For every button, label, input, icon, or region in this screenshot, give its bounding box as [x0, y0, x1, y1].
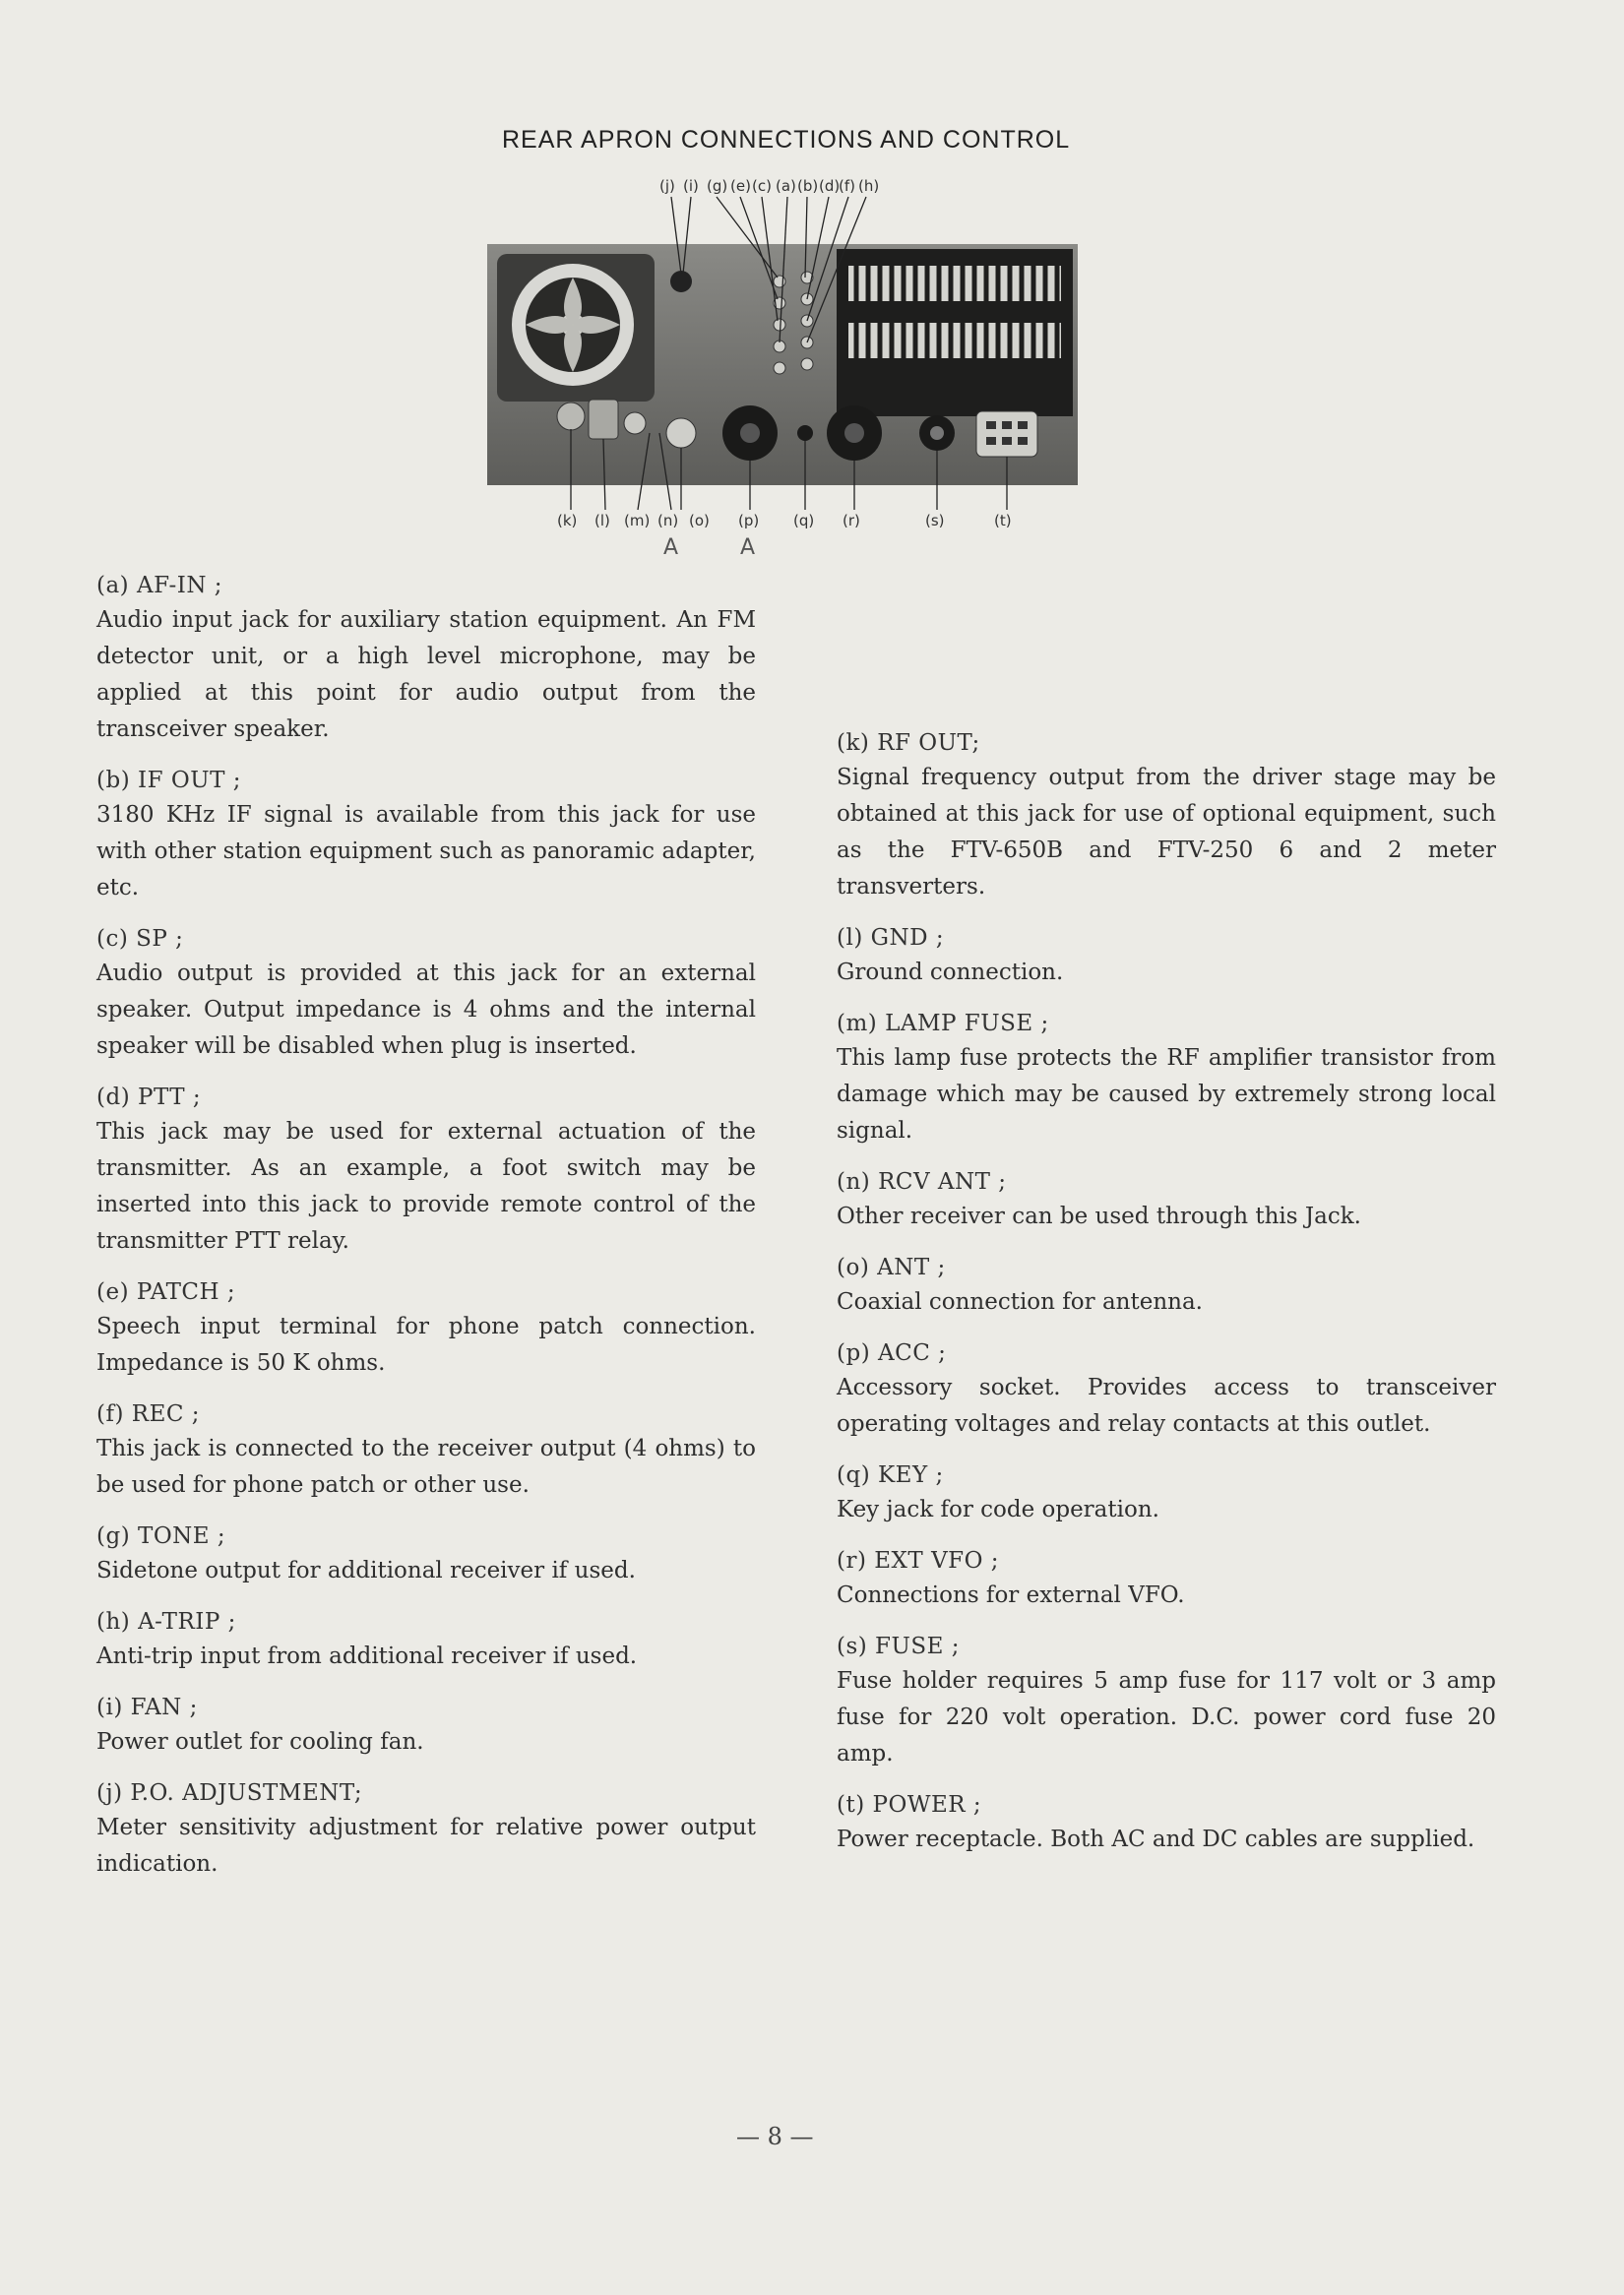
item-if-out: [96, 764, 756, 906]
item-body: This jack is connected to the receiver output (4 ohms) to be used for phone patch or other use.: [96, 1436, 756, 1498]
item-a-trip: [96, 1605, 756, 1675]
label-d: (d): [819, 177, 841, 195]
label-n: (n): [657, 512, 679, 529]
item-heading: (s) FUSE ;: [837, 1634, 961, 1659]
item-rcv-ant: [837, 1165, 1496, 1235]
label-k: (k): [557, 512, 578, 529]
item-fuse: [837, 1630, 1496, 1772]
item-af-in: [96, 569, 756, 748]
item-ext-vfo: [837, 1544, 1496, 1614]
item-heading: (h) A-TRIP ;: [96, 1609, 236, 1635]
item-ptt: [96, 1081, 756, 1260]
item-body: Ground connection.: [837, 960, 1064, 985]
item-key: [837, 1458, 1496, 1528]
item-patch: [96, 1275, 756, 1382]
item-body: This lamp fuse protects the RF amplifier transistor from damage which may be caused by extremely strong local signal.: [837, 1045, 1496, 1144]
item-body: Key jack for code operation.: [837, 1497, 1159, 1522]
label-b: (b): [797, 177, 819, 195]
item-body: Audio input jack for auxiliary station equipment. An FM detector unit, or a high level microphone, may be applied at this point for audio output from the transceiver speaker.: [96, 607, 756, 742]
item-rf-out: [837, 726, 1496, 905]
item-heading: (b) IF OUT ;: [96, 768, 241, 793]
page-number: — 8 —: [736, 2123, 814, 2150]
label-m: (m): [624, 512, 651, 529]
item-body: Other receiver can be used through this Jack.: [837, 1204, 1361, 1229]
handwritten-mark: A: [740, 535, 756, 560]
item-heading: (a) AF-IN ;: [96, 573, 223, 598]
item-rec: [96, 1397, 756, 1504]
item-heading: (n) RCV ANT ;: [837, 1169, 1007, 1195]
item-body: Speech input terminal for phone patch connection. Impedance is 50 K ohms.: [96, 1314, 756, 1376]
item-heading: (i) FAN ;: [96, 1695, 198, 1720]
item-body: Anti-trip input from additional receiver if used.: [96, 1644, 638, 1669]
item-ant: [837, 1251, 1496, 1321]
label-p: (p): [738, 512, 760, 529]
item-acc: [837, 1336, 1496, 1443]
item-heading: (f) REC ;: [96, 1401, 201, 1427]
item-heading: (q) KEY ;: [837, 1462, 944, 1488]
label-t: (t): [994, 512, 1012, 529]
label-a: (a): [776, 177, 796, 195]
item-heading: (o) ANT ;: [837, 1255, 946, 1280]
label-g: (g): [707, 177, 728, 195]
item-tone: [96, 1520, 756, 1589]
label-r: (r): [843, 512, 860, 529]
label-h: (h): [858, 177, 880, 195]
label-c: (c): [752, 177, 772, 195]
right-column: [837, 726, 1496, 1874]
item-body: Accessory socket. Provides access to transceiver operating voltages and relay contacts at this outlet.: [837, 1375, 1496, 1437]
item-heading: (r) EXT VFO ;: [837, 1548, 1000, 1574]
handwritten-mark: A: [663, 535, 679, 560]
label-f: (f): [839, 177, 855, 195]
item-heading: (m) LAMP FUSE ;: [837, 1011, 1049, 1036]
item-body: Coaxial connection for antenna.: [837, 1289, 1203, 1315]
item-body: Meter sensitivity adjustment for relative power output indication.: [96, 1815, 756, 1877]
item-body: Sidetone output for additional receiver if used.: [96, 1558, 636, 1583]
label-j: (j): [659, 177, 675, 195]
item-body: Power receptacle. Both AC and DC cables are supplied.: [837, 1827, 1475, 1852]
po-adjust-knob-icon: [670, 271, 692, 292]
item-body: This jack may be used for external actuation of the transmitter. As an example, a foot switch may be inserted into this jack to provide remote control of the transmitter PTT relay.: [96, 1119, 756, 1254]
item-heading: (g) TONE ;: [96, 1523, 226, 1549]
label-i: (i): [683, 177, 699, 195]
item-body: Power outlet for cooling fan.: [96, 1729, 424, 1755]
item-fan: [96, 1691, 756, 1761]
item-body: 3180 KHz IF signal is available from this jack for use with other station equipment such as panoramic adapter, etc.: [96, 802, 756, 900]
item-heading: (k) RF OUT;: [837, 730, 980, 756]
item-body: Connections for external VFO.: [837, 1582, 1185, 1608]
label-e: (e): [730, 177, 751, 195]
left-column: [96, 569, 756, 1898]
rear-panel-illustration: [463, 175, 1112, 559]
item-body: Audio output is provided at this jack for an external speaker. Output impedance is 4 ohms and the internal speaker will be disabled when plug is inserted.: [96, 961, 756, 1059]
item-heading: (l) GND ;: [837, 925, 945, 951]
item-heading: (t) POWER ;: [837, 1792, 982, 1818]
item-heading: (e) PATCH ;: [96, 1279, 236, 1305]
item-sp: [96, 922, 756, 1065]
item-po-adjustment: [96, 1776, 756, 1883]
item-lamp-fuse: [837, 1007, 1496, 1149]
item-power: [837, 1788, 1496, 1858]
item-gnd: [837, 921, 1496, 991]
page-title: REAR APRON CONNECTIONS AND CONTROL: [502, 126, 1071, 154]
rear-panel-photo: [463, 175, 1112, 559]
label-s: (s): [925, 512, 945, 529]
label-q: (q): [793, 512, 815, 529]
label-o: (o): [689, 512, 710, 529]
item-body: Signal frequency output from the driver stage may be obtained at this jack for use of optional equipment, such as the FTV-650B and FTV-250 6 and 2 meter transverters.: [837, 765, 1496, 899]
item-body: Fuse holder requires 5 amp fuse for 117 volt or 3 amp fuse for 220 volt operation. D.C. power cord fuse 20 amp.: [837, 1668, 1496, 1767]
item-heading: (c) SP ;: [96, 926, 184, 952]
label-l: (l): [594, 512, 610, 529]
item-heading: (d) PTT ;: [96, 1085, 202, 1110]
item-heading: (p) ACC ;: [837, 1340, 947, 1366]
item-heading: (j) P.O. ADJUSTMENT;: [96, 1780, 363, 1806]
